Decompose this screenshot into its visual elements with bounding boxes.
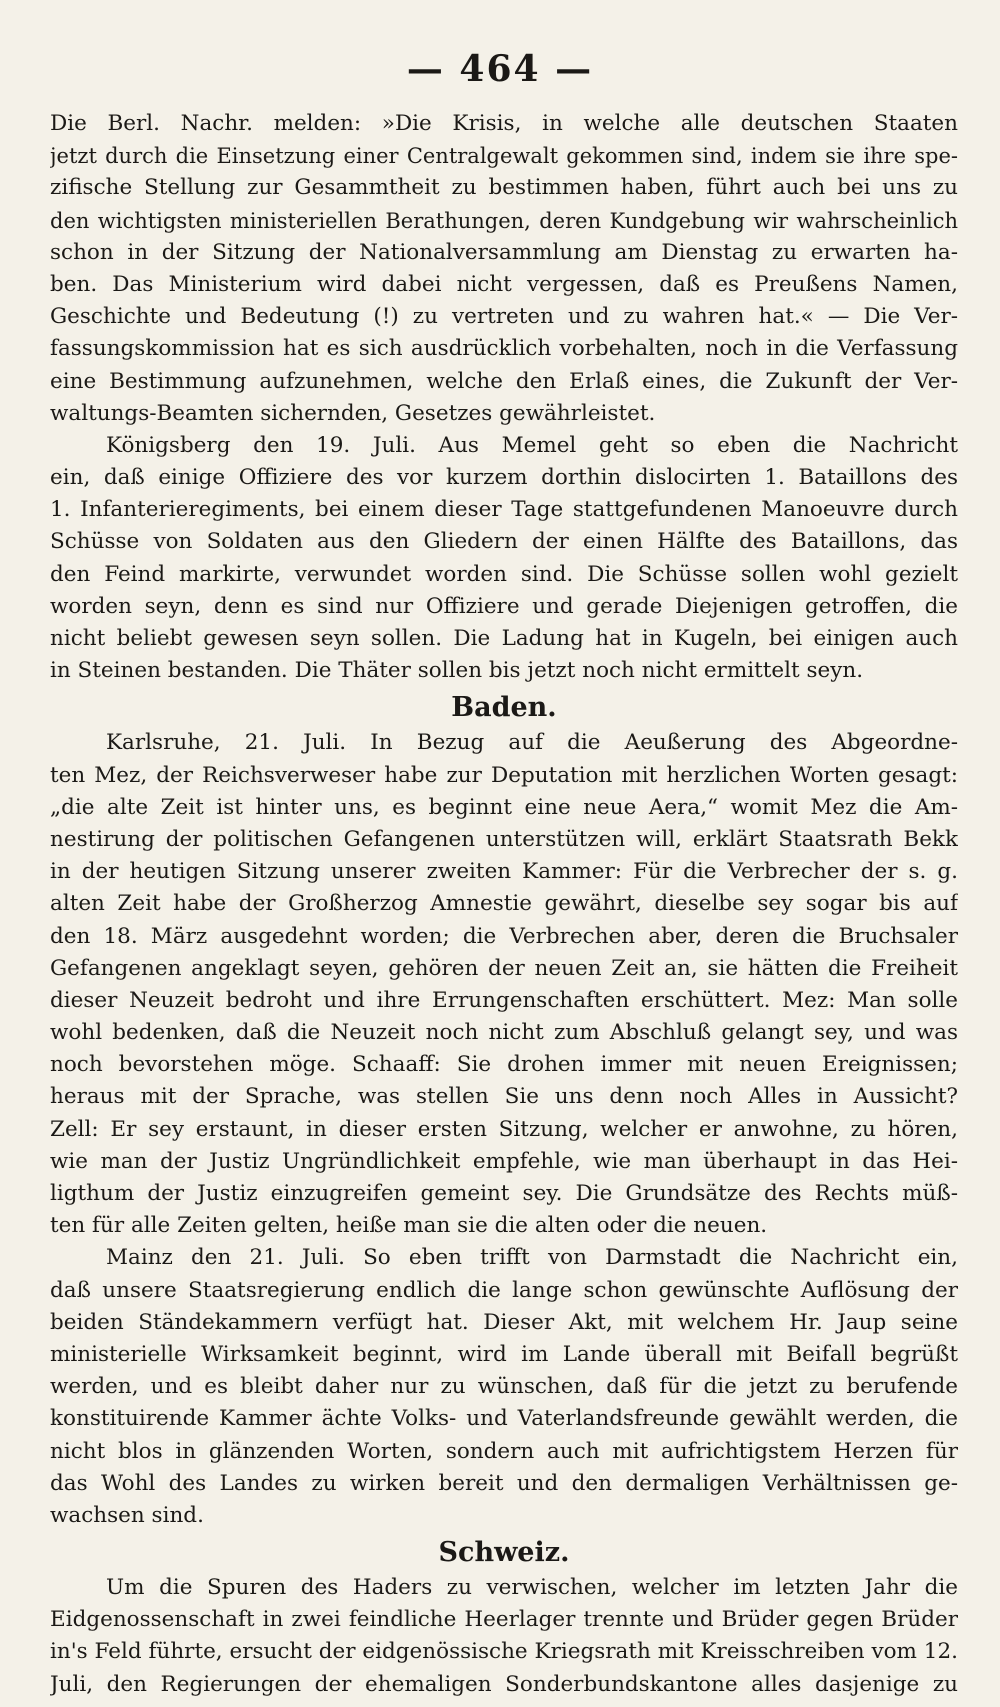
text-line: Gefangenen angeklagt seyen, gehören der neuen Zeit an, sie hätten die Freiheit xyxy=(50,955,958,981)
text-line: ben. Das Ministerium wird dabei nicht vergessen, daß es Preußens Namen, xyxy=(50,271,958,297)
text-line: ministerielle Wirksamkeit beginnt, wird im Lande überall mit Beifall begrüßt xyxy=(50,1341,958,1367)
text-line: nestirung der politischen Gefangenen unterstützen will, erklärt Staatsrath Bekk xyxy=(50,826,958,852)
text-line: wohl bedenken, daß die Neuzeit noch nicht zum Abschluß gelangt sey, und was xyxy=(50,1020,958,1046)
text-line: in's Feld führte, ersucht der eidgenössische Kriegsrath mit Kreisschreiben vom 12. xyxy=(50,1639,958,1665)
text-line: heraus mit der Sprache, was stellen Sie uns denn noch Alles in Aussicht? xyxy=(50,1084,958,1110)
text-line: Zell: Er sey erstaunt, in dieser ersten Sitzung, welcher er anwohne, zu hören, xyxy=(50,1116,958,1142)
text-line: Um die Spuren des Haders zu verwischen, welcher im letzten Jahr die xyxy=(106,1575,958,1601)
text-line: wie man der Justiz Ungründlichkeit empfehle, wie man überhaupt in das Hei- xyxy=(50,1148,958,1174)
text-line: „die alte Zeit ist hinter uns, es beginnt eine neue Aera,“ womit Mez die Am- xyxy=(50,794,958,820)
text-line: beiden Ständekammern verfügt hat. Dieser Akt, mit welchem Hr. Jaup seine xyxy=(50,1309,958,1335)
text-line: zifische Stellung zur Gesammtheit zu bestimmen haben, führt auch bei uns zu xyxy=(50,175,958,201)
text-line: Königsberg den 19. Juli. Aus Memel geht so eben die Nachricht xyxy=(106,432,958,458)
text-line: werden, und es bleibt daher nur zu wünschen, daß für die jetzt zu berufende xyxy=(50,1374,958,1400)
text-line: wachsen sind. xyxy=(50,1502,204,1528)
text-line: ligthum der Justiz einzugreifen gemeint sey. Die Grundsätze des Rechts müß- xyxy=(50,1181,958,1206)
text-line: alten Zeit habe der Großherzog Amnestie gewährt, dieselbe sey sogar bis auf xyxy=(50,891,958,917)
text-line: ten für alle Zeiten gelten, heiße man sie die alten oder die neuen. xyxy=(50,1213,768,1239)
text-line: eine Bestimmung aufzunehmen, welche den Erlaß eines, die Zukunft der Ver- xyxy=(50,368,958,394)
text-line: konstituirende Kammer ächte Volks- und Vaterlandsfreunde gewählt werden, die xyxy=(50,1406,958,1432)
section-heading: Schweiz. xyxy=(438,1537,570,1569)
article-body xyxy=(50,108,958,1701)
section-heading: Baden. xyxy=(451,692,557,724)
text-line: den 18. März ausgedehnt worden; die Verbrechen aber, deren die Bruchsaler xyxy=(50,923,958,949)
text-line: nicht blos in glänzenden Worten, sondern auch mit aufrichtigstem Herzen für xyxy=(50,1438,958,1464)
text-line: Juli, den Regierungen der ehemaligen Sonderbundskantone alles dasjenige zu xyxy=(50,1671,958,1697)
text-line: schon in der Sitzung der Nationalversammlung am Dienstag zu erwarten ha- xyxy=(50,239,958,265)
text-line: Eidgenossenschaft in zwei feindliche Heerlager trennte und Brüder gegen Brüder xyxy=(50,1607,958,1633)
text-line: nicht beliebt gewesen seyn sollen. Die Ladung hat in Kugeln, bei einigen auch xyxy=(50,626,958,651)
text-line: jetzt durch die Einsetzung einer Centralgewalt gekommen sind, indem sie ihre spe- xyxy=(50,144,958,169)
text-line: ten Mez, der Reichsverweser habe zur Deputation mit herzlichen Worten gesagt: xyxy=(50,762,958,788)
text-line: 1. Infanterieregiments, bei einem dieser Tage stattgefundenen Manoeuvre durch xyxy=(50,497,958,523)
text-line: worden seyn, denn es sind nur Offiziere und gerade Diejenigen getroffen, die xyxy=(50,593,958,619)
text-line: in der heutigen Sitzung unserer zweiten Kammer: Für die Verbrecher der s. g. xyxy=(50,859,958,885)
text-line: Schüsse von Soldaten aus den Gliedern der einen Hälfte des Bataillons, das xyxy=(50,529,958,555)
text-line: waltungs-Beamten sichernden, Gesetzes gewährleistet. xyxy=(50,400,656,426)
text-line: noch bevorstehen möge. Schaaff: Sie drohen immer mit neuen Ereignissen; xyxy=(50,1052,958,1078)
text-line: Mainz den 21. Juli. So eben trifft von Darmstadt die Nachricht ein, xyxy=(106,1245,958,1271)
text-line: dieser Neuzeit bedroht und ihre Errungenschaften erschüttert. Mez: Man solle xyxy=(50,987,958,1013)
text-line: daß unsere Staatsregierung endlich die lange schon gewünschte Auflösung der xyxy=(50,1277,958,1303)
text-line: Geschichte und Bedeutung (!) zu vertreten und zu wahren hat.« — Die Ver- xyxy=(50,304,958,330)
text-line: Karlsruhe, 21. Juli. In Bezug auf die Aeußerung des Abgeordne- xyxy=(106,730,958,756)
text-line: den Feind markirte, verwundet worden sind. Die Schüsse sollen wohl gezielt xyxy=(50,561,958,587)
page-number: — 464 — xyxy=(406,48,594,90)
text-line: das Wohl des Landes zu wirken bereit und den dermaligen Verhältnissen ge- xyxy=(50,1470,958,1496)
text-line: fassungskommission hat es sich ausdrücklich vorbehalten, noch in die Verfassung xyxy=(50,336,958,362)
text-line: in Steinen bestanden. Die Thäter sollen bis jetzt noch nicht ermittelt seyn. xyxy=(50,658,864,684)
text-line: ein, daß einige Offiziere des vor kurzem dorthin dislocirten 1. Bataillons des xyxy=(50,465,958,491)
text-line: Die Berl. Nachr. melden: »Die Krisis, in welche alle deutschen Staaten xyxy=(50,111,958,136)
text-line: den wichtigsten ministeriellen Berathungen, deren Kundgebung wir wahrscheinlich xyxy=(50,208,958,233)
